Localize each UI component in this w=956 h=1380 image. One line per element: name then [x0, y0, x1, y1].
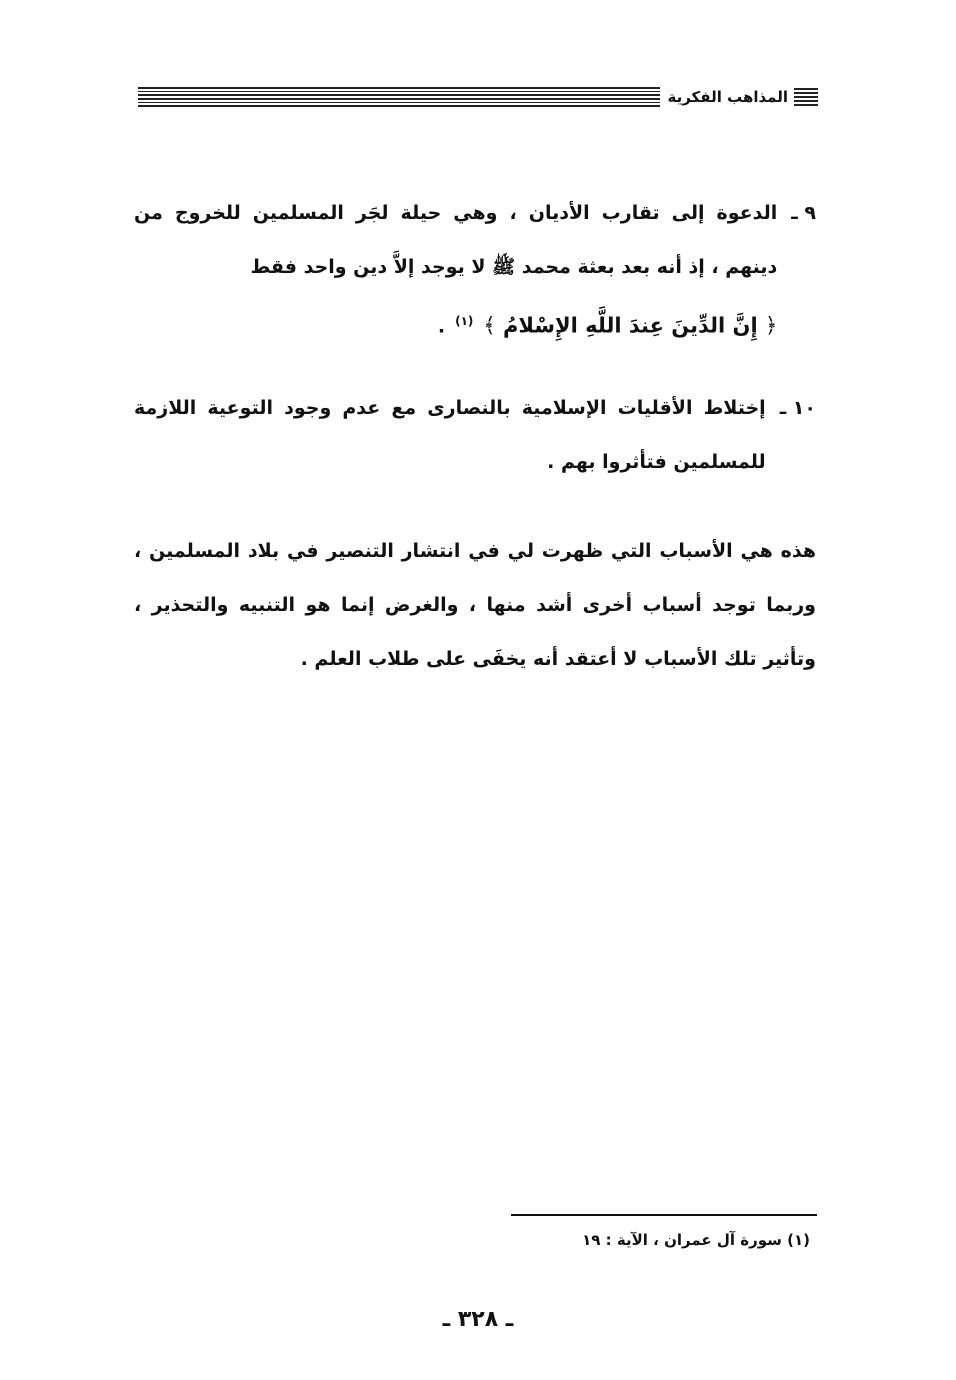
footnote-separator	[511, 1214, 817, 1216]
item-number: ٩ ـ	[791, 202, 816, 224]
item-text: إختلاط الأقليات الإسلامية بالنصارى مع عدم وجود التوعية اللازمة للمسلمين فتأثروا بهم .	[134, 397, 766, 473]
footnote: (١) سورة آل عمران ، الآية : ١٩	[582, 1231, 810, 1249]
quran-verse	[483, 313, 777, 337]
footnote-reference[interactable]: (١)	[455, 314, 474, 328]
verse-text: إِنَّ الدِّينَ عِندَ اللَّهِ الإِسْلامُ	[503, 313, 758, 338]
list-item-10	[134, 381, 816, 489]
running-header	[138, 82, 818, 112]
verse-close-bracket: ﴾	[483, 313, 496, 338]
item-text-body: الدعوة إلى تقارب الأديان ، وهي حيلة لجَر المسلمين للخروج من دينهم ، إذ أنه بعد بعثة محمد ﷺ لا يوجد إلاَّ دين واحد فقط	[134, 202, 778, 278]
page-number: ـ ٣٢٨ ـ	[442, 1307, 514, 1332]
item-text	[134, 186, 777, 353]
header-rule	[138, 87, 660, 107]
header-ornament	[794, 88, 818, 106]
header-title: المذاهب الفكرية	[667, 88, 788, 106]
item-text-end: .	[437, 315, 446, 338]
verse-open-bracket: ﴿	[764, 313, 778, 338]
item-number: ١٠ ـ	[779, 397, 816, 419]
list-item-9	[134, 186, 816, 353]
body-paragraph: هذه هي الأسباب التي ظهرت لي في انتشار التنصير في بلاد المسلمين ، وربما توجد أسباب أخرى أشد منها ، والغرض إنما هو التنبيه والتحذير ، وتأثير تلك الأسباب لا أعتقد أنه يخفَى على طلاب العلم .	[134, 540, 816, 670]
